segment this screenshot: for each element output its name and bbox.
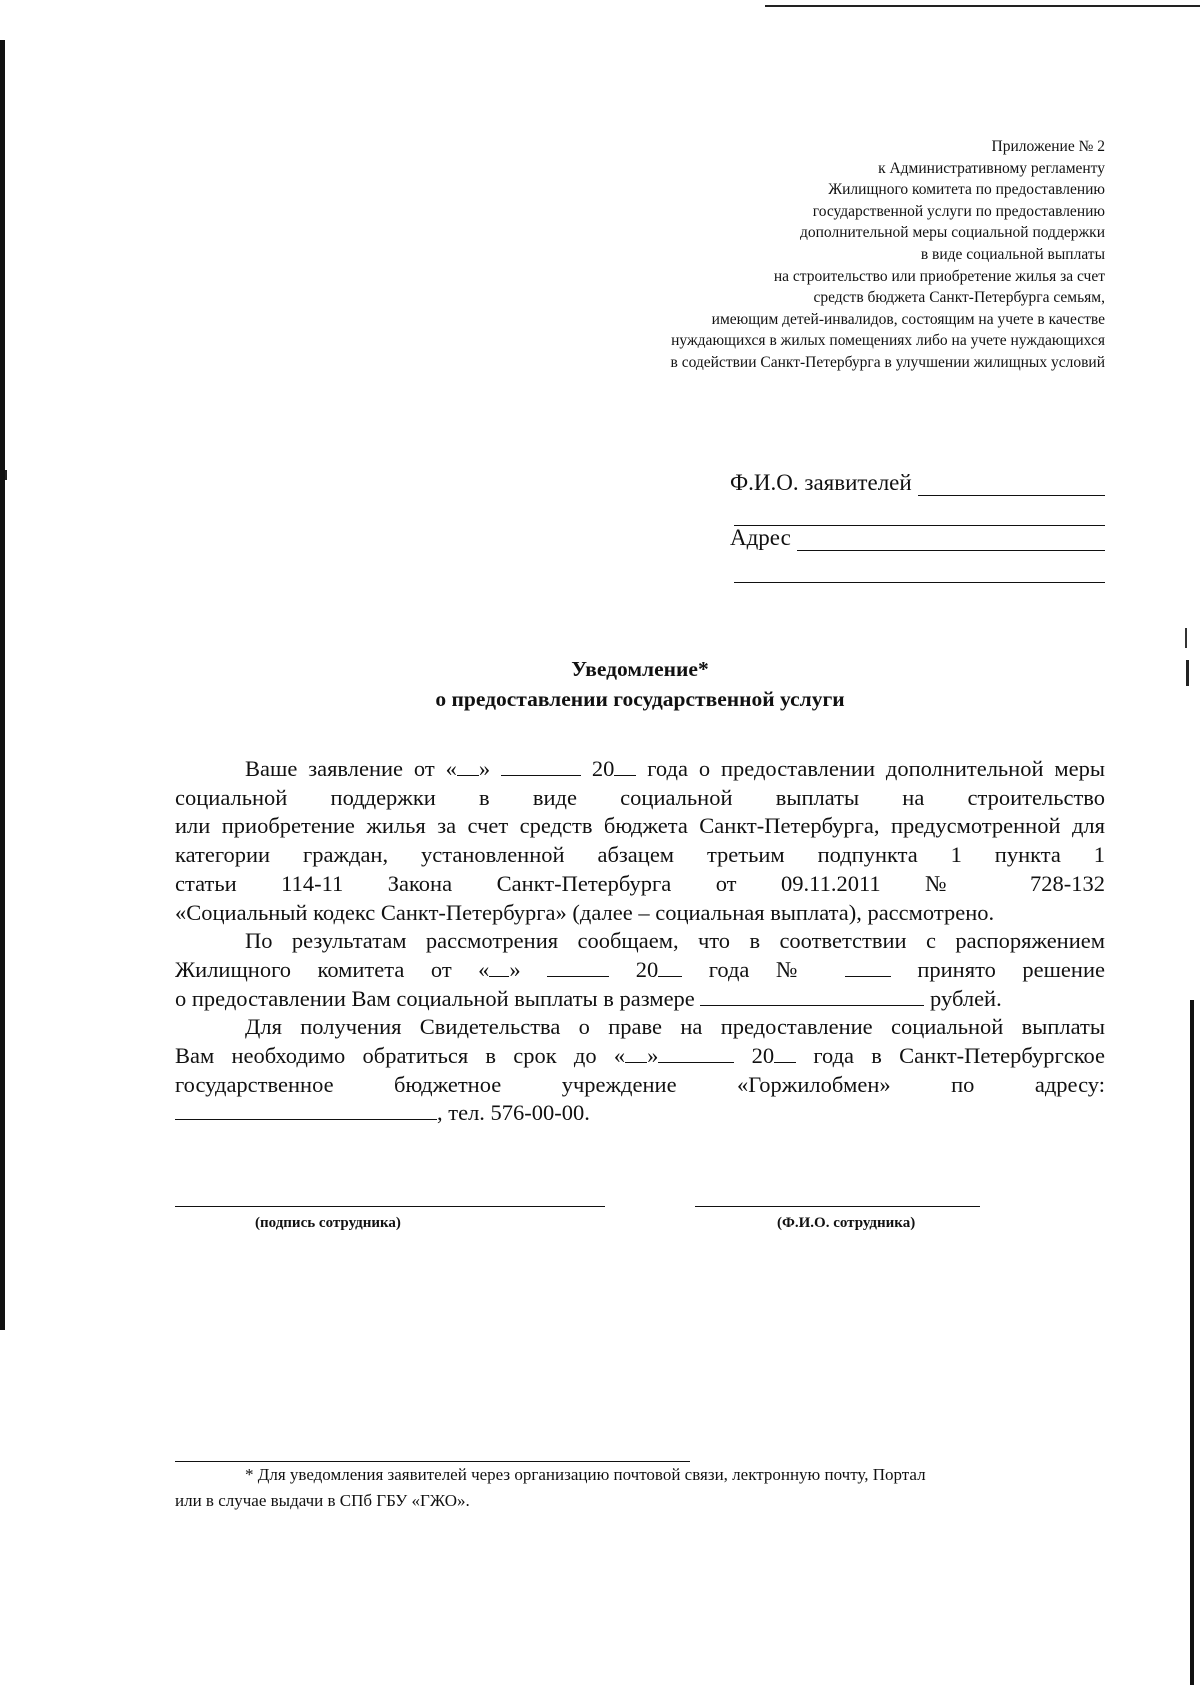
- appendix-line: к Административному регламенту: [878, 159, 1105, 177]
- appendix-line: на строительство или приобретение жилья за счет: [773, 267, 1105, 285]
- scan-border-top: [765, 5, 1200, 7]
- scan-mark: [1186, 660, 1189, 686]
- address-field[interactable]: [797, 528, 1105, 551]
- body-line: государственное бюджетное учреждение «Горжилобмен» по адресу:: [175, 1071, 1105, 1097]
- appendix-header: [671, 136, 1105, 374]
- appendix-line: дополнительной меры социальной поддержки: [800, 224, 1105, 242]
- scan-border-right: [1190, 1000, 1194, 1685]
- signature-caption: (подпись сотрудника): [255, 1215, 401, 1231]
- notice-title-line1: Уведомление*: [571, 657, 709, 681]
- body-line: статьи 114-11 Закона Санкт-Петербурга от 09.11.2011 № 728-132: [175, 870, 1106, 896]
- blank-order-number[interactable]: [845, 958, 891, 977]
- blank-address[interactable]: [175, 1101, 437, 1120]
- blank-day[interactable]: [625, 1044, 647, 1063]
- body-line: социальной поддержки в виде социальной выплаты на строительство: [175, 784, 1105, 810]
- appendix-line: Жилищного комитета по предоставлению: [828, 181, 1105, 199]
- footnote-line: * Для уведомления заявителей через организацию почтовой связи, лектронную почту, Портал: [245, 1465, 926, 1484]
- body-line: Жилищного комитета от « » 20 года № принято решение: [175, 956, 1105, 982]
- notice-body: [175, 755, 1105, 1128]
- signature-line[interactable]: [175, 1206, 605, 1207]
- scan-border-left: [0, 40, 5, 1330]
- body-line: Ваше заявление от « » 20 года о предоставлении дополнительной меры: [245, 756, 1105, 781]
- employee-name-line[interactable]: [695, 1206, 980, 1207]
- notice-title: [175, 654, 1105, 714]
- blank-month[interactable]: [547, 958, 609, 977]
- blank-month[interactable]: [501, 757, 581, 776]
- body-line: о предоставлении Вам социальной выплаты в размере рублей.: [175, 985, 1002, 1011]
- notice-title-line2: о предоставлении государственной услуги: [435, 687, 845, 711]
- appendix-line: имеющим детей-инвалидов, состоящим на учете в качестве: [711, 310, 1105, 328]
- blank-year[interactable]: [774, 1044, 796, 1063]
- applicant-name-field[interactable]: [918, 473, 1105, 496]
- appendix-line: в содействии Санкт-Петербурга в улучшении жилищных условий: [670, 353, 1105, 371]
- address-line-2[interactable]: [734, 582, 1105, 583]
- body-line: По результатам рассмотрения сообщаем, что в соответствии с распоряжением: [245, 928, 1105, 954]
- blank-amount[interactable]: [700, 987, 924, 1006]
- blank-day[interactable]: [489, 958, 509, 977]
- appendix-line: средств бюджета Санкт-Петербурга семьям,: [813, 289, 1105, 307]
- address-row: [730, 525, 1105, 551]
- address-label: Адрес: [730, 525, 791, 550]
- employee-name-caption: (Ф.И.О. сотрудника): [777, 1215, 916, 1231]
- appendix-line: нуждающихся в жилых помещениях либо на учете нуждающихся: [671, 332, 1105, 350]
- body-line: категории граждан, установленной абзацем третьим подпункта 1 пункта 1: [175, 842, 1106, 868]
- footnote-line: или в случае выдачи в СПб ГБУ «ГЖО».: [175, 1491, 470, 1510]
- body-line: Для получения Свидетельства о праве на предоставление социальной выплаты: [245, 1014, 1105, 1040]
- applicant-name-label: Ф.И.О. заявителей: [730, 470, 912, 495]
- body-line: , тел. 576-00-00.: [175, 1099, 1105, 1128]
- blank-month[interactable]: [658, 1044, 734, 1063]
- body-line: Вам необходимо обратиться в срок до « » 20 года в Санкт-Петербургское: [175, 1043, 1106, 1069]
- blank-day[interactable]: [457, 757, 479, 776]
- body-line: или приобретение жилья за счет средств бюджета Санкт-Петербурга, предусмотренной для: [175, 813, 1105, 839]
- blank-year[interactable]: [614, 757, 636, 776]
- footnote: [175, 1462, 1105, 1514]
- appendix-line: Приложение № 2: [991, 138, 1105, 155]
- applicant-name-row: [730, 470, 1105, 496]
- blank-year[interactable]: [658, 958, 682, 977]
- scan-mark: [1185, 628, 1187, 648]
- scan-mark: [5, 470, 7, 480]
- appendix-line: в виде социальной выплаты: [920, 245, 1105, 263]
- appendix-line: государственной услуги по предоставлению: [812, 202, 1105, 220]
- body-line: «Социальный кодекс Санкт-Петербурга» (далее – социальная выплата), рассмотрено.: [175, 899, 995, 925]
